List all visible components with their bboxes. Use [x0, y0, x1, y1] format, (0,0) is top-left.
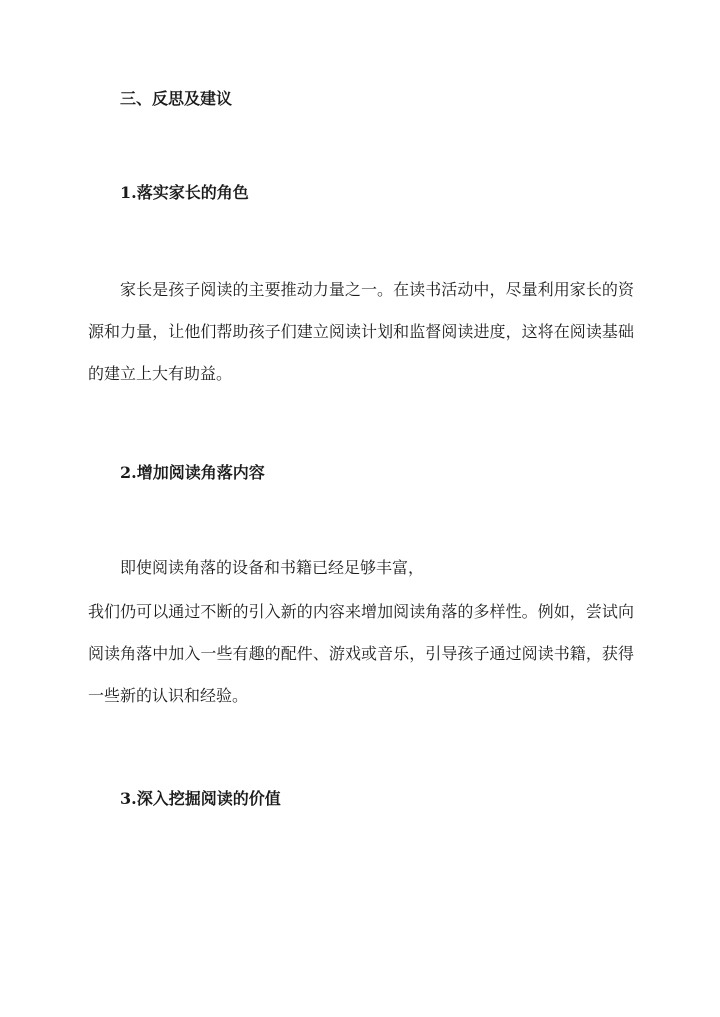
item-heading-2: 2.增加阅读角落内容: [120, 463, 265, 482]
item-heading-1: 1.落实家长的角色: [120, 183, 249, 202]
paragraph-reading-corner-opening: 即使阅读角落的设备和书籍已经足够丰富，: [120, 558, 425, 577]
paragraph-reading-corner-first-line: [88, 547, 634, 589]
section-heading: 三、反思及建议: [120, 89, 233, 108]
paragraph-parent-role-text: 家长是孩子阅读的主要推动力量之一。在读书活动中，尽量利用家长的资源和力量，让他们帮助孩子们建立阅读计划和监督阅读进度，这将在阅读基础的建立上大有助益。: [88, 280, 634, 383]
item-heading-3: 3.深入挖掘阅读的价值: [120, 789, 281, 808]
paragraph-parent-role: [88, 269, 634, 395]
paragraph-reading-corner-continuation: 我们仍可以通过不断的引入新的内容来增加阅读角落的多样性。例如，尝试向阅读角落中加入一些有趣的配件、游戏或音乐，引导孩子通过阅读书籍，获得一些新的认识和经验。: [88, 602, 634, 705]
